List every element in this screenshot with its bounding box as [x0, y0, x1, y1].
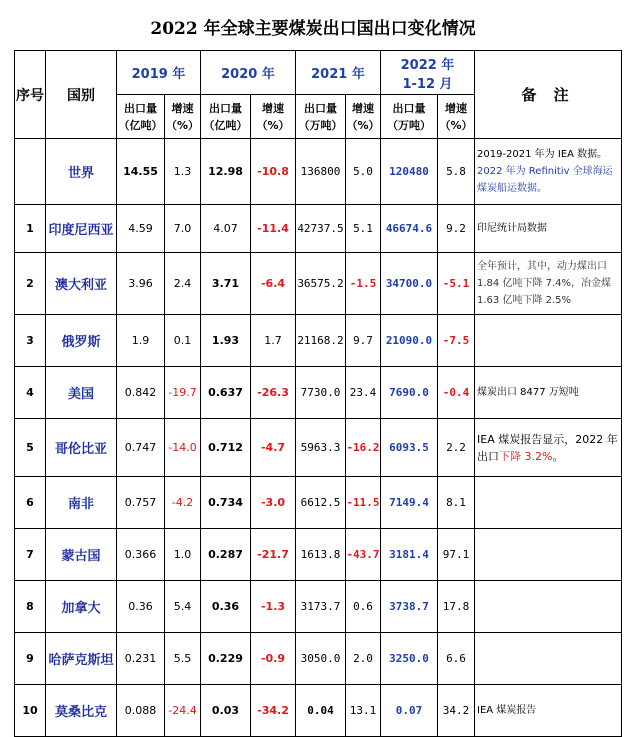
cell-export-2019: 1.9 [117, 315, 165, 367]
cell-growth-2020: -4.7 [251, 419, 296, 477]
cell-export-2022: 0.07 [381, 685, 438, 737]
table-row [15, 529, 622, 581]
cell-growth-2021: -1.5 [346, 253, 381, 315]
cell-growth-2022: 97.1 [438, 529, 475, 581]
cell-export-2021: 3050.0 [296, 633, 346, 685]
cell-note [475, 633, 622, 685]
cell-growth-2019: 1.0 [165, 529, 201, 581]
header-growth-2020: 增速 （%） [251, 95, 296, 139]
cell-growth-2021: 5.1 [346, 205, 381, 253]
row-seq: 5 [15, 419, 46, 477]
cell-export-2019: 0.088 [117, 685, 165, 737]
cell-growth-2020: -0.9 [251, 633, 296, 685]
cell-export-2021: 42737.5 [296, 205, 346, 253]
cell-export-2019: 14.55 [117, 139, 165, 205]
cell-growth-2019: -19.7 [165, 367, 201, 419]
cell-growth-2020: -21.7 [251, 529, 296, 581]
cell-note [475, 581, 622, 633]
cell-export-2019: 3.96 [117, 253, 165, 315]
cell-export-2022: 7149.4 [381, 477, 438, 529]
header-growth-2019: 增速 （%） [165, 95, 201, 139]
cell-growth-2019: -4.2 [165, 477, 201, 529]
header-year-2022 [381, 51, 475, 95]
table-row [15, 477, 622, 529]
cell-export-2020: 0.36 [201, 581, 251, 633]
table-row [15, 253, 622, 315]
header-note: 备 注 [475, 51, 622, 139]
cell-export-2022: 21090.0 [381, 315, 438, 367]
cell-growth-2021: 0.6 [346, 581, 381, 633]
cell-export-2021: 3173.7 [296, 581, 346, 633]
row-seq: 1 [15, 205, 46, 253]
cell-growth-2021: 2.0 [346, 633, 381, 685]
cell-export-2020: 0.287 [201, 529, 251, 581]
cell-export-2021: 1613.8 [296, 529, 346, 581]
cell-growth-2022: -7.5 [438, 315, 475, 367]
coal-export-table [14, 50, 622, 737]
cell-growth-2022: -0.4 [438, 367, 475, 419]
cell-growth-2022: 34.2 [438, 685, 475, 737]
cell-note: 印尼统计局数据 [475, 205, 622, 253]
cell-export-2022: 120480 [381, 139, 438, 205]
cell-export-2022: 3181.4 [381, 529, 438, 581]
cell-growth-2020: -6.4 [251, 253, 296, 315]
cell-export-2020: 0.734 [201, 477, 251, 529]
cell-growth-2019: -24.4 [165, 685, 201, 737]
cell-note: 煤炭出口 8477 万短吨 [475, 367, 622, 419]
cell-export-2020: 4.07 [201, 205, 251, 253]
row-seq: 8 [15, 581, 46, 633]
row-country: 莫桑比克 [46, 685, 117, 737]
cell-growth-2021: -11.5 [346, 477, 381, 529]
cell-export-2020: 0.712 [201, 419, 251, 477]
row-country: 俄罗斯 [46, 315, 117, 367]
cell-export-2021: 7730.0 [296, 367, 346, 419]
cell-export-2022: 6093.5 [381, 419, 438, 477]
row-country: 哥伦比亚 [46, 419, 117, 477]
row-seq: 3 [15, 315, 46, 367]
cell-growth-2022: 9.2 [438, 205, 475, 253]
row-country: 南非 [46, 477, 117, 529]
header-seq: 序号 [15, 51, 46, 139]
cell-note: 全年预计，其中，动力煤出口 1.84 亿吨下降 7.4%，冶金煤 1.63 亿吨下降 2.5% [475, 253, 622, 315]
header-export-2020: 出口量 （亿吨） [201, 95, 251, 139]
row-seq: 9 [15, 633, 46, 685]
header-year-2019: 2019 年 [117, 51, 201, 95]
header-country: 国别 [46, 51, 117, 139]
cell-note [475, 477, 622, 529]
cell-growth-2022: 5.8 [438, 139, 475, 205]
cell-export-2021: 5963.3 [296, 419, 346, 477]
row-seq: 4 [15, 367, 46, 419]
cell-export-2021: 21168.2 [296, 315, 346, 367]
cell-export-2021: 6612.5 [296, 477, 346, 529]
cell-export-2020: 0.03 [201, 685, 251, 737]
cell-growth-2020: -26.3 [251, 367, 296, 419]
row-country: 哈萨克斯坦 [46, 633, 117, 685]
cell-export-2021: 136800 [296, 139, 346, 205]
row-country: 印度尼西亚 [46, 205, 117, 253]
cell-export-2022: 3738.7 [381, 581, 438, 633]
cell-growth-2021: 9.7 [346, 315, 381, 367]
cell-note [475, 529, 622, 581]
table-row [15, 139, 622, 205]
cell-growth-2019: 5.5 [165, 633, 201, 685]
header-year-2020: 2020 年 [201, 51, 296, 95]
row-country: 加拿大 [46, 581, 117, 633]
cell-growth-2022: 8.1 [438, 477, 475, 529]
cell-growth-2019: 1.3 [165, 139, 201, 205]
row-seq [15, 139, 46, 205]
header-year-2022-line2: 1-12 月 [402, 76, 453, 92]
cell-export-2019: 0.842 [117, 367, 165, 419]
cell-export-2019: 0.757 [117, 477, 165, 529]
row-seq: 7 [15, 529, 46, 581]
cell-growth-2020: -3.0 [251, 477, 296, 529]
cell-export-2020: 0.229 [201, 633, 251, 685]
row-country: 美国 [46, 367, 117, 419]
table-row [15, 419, 622, 477]
header-growth-2021: 增速 （%） [346, 95, 381, 139]
cell-growth-2021: -16.2 [346, 419, 381, 477]
cell-export-2022: 3250.0 [381, 633, 438, 685]
cell-note [475, 315, 622, 367]
cell-export-2019: 0.366 [117, 529, 165, 581]
cell-growth-2020: -10.8 [251, 139, 296, 205]
cell-export-2021: 0.04 [296, 685, 346, 737]
cell-growth-2019: 7.0 [165, 205, 201, 253]
header-year-2021: 2021 年 [296, 51, 381, 95]
cell-growth-2021: 13.1 [346, 685, 381, 737]
table-row [15, 581, 622, 633]
cell-growth-2019: 5.4 [165, 581, 201, 633]
cell-growth-2022: 2.2 [438, 419, 475, 477]
cell-growth-2019: 0.1 [165, 315, 201, 367]
cell-note: 2019-2021 年为 IEA 数据。2022 年为 Refinitiv 全球海运煤炭船运数据。 [475, 139, 622, 205]
cell-growth-2021: -43.7 [346, 529, 381, 581]
cell-export-2019: 4.59 [117, 205, 165, 253]
cell-export-2019: 0.231 [117, 633, 165, 685]
table-row [15, 367, 622, 419]
header-export-2019: 出口量 （亿吨） [117, 95, 165, 139]
cell-export-2019: 0.36 [117, 581, 165, 633]
cell-export-2021: 36575.2 [296, 253, 346, 315]
cell-note: IEA 煤炭报告显示，2022 年出口下降 3.2%。 [475, 419, 622, 477]
cell-export-2019: 0.747 [117, 419, 165, 477]
header-growth-2022: 增速 （%） [438, 95, 475, 139]
cell-growth-2021: 23.4 [346, 367, 381, 419]
table-row [15, 315, 622, 367]
table-row [15, 205, 622, 253]
cell-export-2022: 7690.0 [381, 367, 438, 419]
cell-growth-2019: -14.0 [165, 419, 201, 477]
row-country: 澳大利亚 [46, 253, 117, 315]
header-export-2022: 出口量 （万吨） [381, 95, 438, 139]
cell-growth-2020: -34.2 [251, 685, 296, 737]
row-seq: 6 [15, 477, 46, 529]
cell-growth-2022: -5.1 [438, 253, 475, 315]
cell-export-2020: 1.93 [201, 315, 251, 367]
table-row [15, 685, 622, 737]
cell-export-2022: 34700.0 [381, 253, 438, 315]
cell-growth-2020: -1.3 [251, 581, 296, 633]
row-country: 蒙古国 [46, 529, 117, 581]
cell-export-2020: 3.71 [201, 253, 251, 315]
table-row [15, 633, 622, 685]
cell-export-2022: 46674.6 [381, 205, 438, 253]
row-seq: 2 [15, 253, 46, 315]
cell-growth-2022: 17.8 [438, 581, 475, 633]
cell-growth-2020: -11.4 [251, 205, 296, 253]
cell-export-2020: 12.98 [201, 139, 251, 205]
cell-export-2020: 0.637 [201, 367, 251, 419]
page-title: 2022 年全球主要煤炭出口国出口变化情况 [150, 19, 476, 39]
header-year-2022-line1: 2022 年 [400, 57, 455, 73]
cell-note: IEA 煤炭报告 [475, 685, 622, 737]
row-country: 世界 [46, 139, 117, 205]
cell-growth-2021: 5.0 [346, 139, 381, 205]
row-seq: 10 [15, 685, 46, 737]
cell-growth-2019: 2.4 [165, 253, 201, 315]
cell-growth-2020: 1.7 [251, 315, 296, 367]
cell-growth-2022: 6.6 [438, 633, 475, 685]
header-export-2021: 出口量 （万吨） [296, 95, 346, 139]
